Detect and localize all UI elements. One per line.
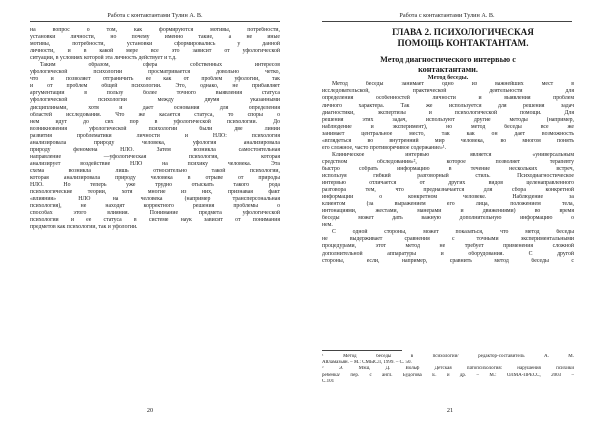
right-paragraphs xyxy=(322,81,574,264)
text-line: установки личности, но почему именно такие, а не иные xyxy=(30,34,280,41)
footnote xyxy=(322,366,574,385)
text-line: природу феномена НЛО. Затем возникла самостоятельная xyxy=(30,146,280,153)
text-line: областей исследования. Что же касается статуса, то споры о xyxy=(30,111,280,118)
text-line: быстро собрать информацию в течение нескольких встреч, xyxy=(322,165,574,172)
text-line: Клиническое интервью является «универсальным xyxy=(332,151,574,158)
text-line: «вглядеться во внутренний мир человека, во многом понять xyxy=(322,137,574,144)
text-line: процедурами, этот метод не требует применения сложной xyxy=(322,243,574,250)
text-line: не выдерживает сравнения с точными экспериментальными xyxy=(322,236,574,243)
running-header: Работа с контактантами Тулин А. В. xyxy=(322,12,572,22)
text-line: решения этих задач, используют другие методы (например, xyxy=(322,116,574,123)
page-number: 21 xyxy=(446,407,454,414)
footnote-line: ² Э. Мэш, Д. Вольф Детская патопсихология: нарушения психики xyxy=(322,366,574,372)
text-line: «влияния» НЛО на человека (например трансперсональная xyxy=(30,196,280,203)
text-line: анализировала природу человека, уфология анализировала xyxy=(30,139,280,146)
text-line: на вопрос о том, как формируются мотивы, потребности, xyxy=(30,27,280,33)
text-line: уфологической психологии между двумя указанными xyxy=(30,97,280,104)
text-line: нем. xyxy=(322,222,333,229)
text-line: интонациями, жестами, манерами и движениями) во время xyxy=(322,208,574,215)
text-line: стороны, если, например, сравнить метод беседы с xyxy=(322,257,574,264)
text-line: С одной стороны, может показаться, что метод беседы xyxy=(332,229,574,236)
right-page xyxy=(300,0,600,424)
text-line: анализирует воздействие НЛО на психику человека. Эта xyxy=(30,160,280,167)
right-body-text xyxy=(322,27,574,265)
chapter-title-line: ГЛАВА 2. ПСИХОЛОГИЧЕСКАЯ xyxy=(392,27,534,37)
text-line: интервью отличается от других видов целенаправленного xyxy=(322,180,574,187)
text-line: занимает центральное место, так как он дает возможность xyxy=(322,130,574,137)
text-line: которая анализировала природу человека в отрыве от природы xyxy=(30,174,280,181)
text-line: что и позволяет отграничить ее как от проблем уфологии, так xyxy=(30,76,280,83)
text-line: уфологической психологии просматривается довольно четко, xyxy=(30,69,280,76)
text-line: психологические теории, хотя многие из них, признавая факт xyxy=(30,189,280,196)
subsection-title: Метод беседы. xyxy=(427,74,469,82)
text-line: возникновения уфологической психологии были две линии xyxy=(30,125,280,132)
text-line: предметов как психологии, так и уфологии. xyxy=(30,224,138,231)
text-line: развития проблематики личности и НЛО: психология xyxy=(30,132,280,139)
text-line: Таким образом, сфера собственных интересов xyxy=(40,62,280,69)
text-line: исследовательской, практической деятельности для xyxy=(322,88,574,95)
footnote-divider xyxy=(322,350,402,351)
footnote-line: ребенка/ пер. с англ. Будогова Е. и др. – М.: ОЛМА-ПРЕСС, 2003 – xyxy=(322,372,574,378)
text-line: мотивы, потребности, установки сформировались у данной xyxy=(30,41,280,48)
text-line: способах этого влияния. Понимание предмета уфологической xyxy=(30,210,280,217)
text-line: беседы может дать важную дополнительную информацию о xyxy=(322,215,574,222)
text-line: нем идут до сих пор в уфологической психологии. До xyxy=(30,118,280,125)
footnote-line: ¹ Метод беседы в психологии/ редактор-составитель А. М. xyxy=(322,354,574,359)
text-line: психология), не находят корректного решения проблемы о xyxy=(30,203,280,210)
text-line: личности, и в какой мере все это зависит от уфологической xyxy=(30,48,280,55)
text-line: средством обследования»², которое позволяет терапевту xyxy=(322,158,574,165)
footnote-line: Айламазьян. – М.: СМЫСЛ, 1999. – С. 50. xyxy=(322,360,412,366)
footnote-line: С.101 xyxy=(322,378,335,384)
text-line: направление —уфологическая психология, которая xyxy=(30,153,280,160)
footnotes xyxy=(322,354,574,385)
text-line: НЛО. Но теперь уже трудно отыскать такого рода xyxy=(30,182,280,189)
text-line: психологии и ее статуса в системе наук зависит от понимания xyxy=(30,217,280,224)
text-line: личного характера. Так же используется для решения задач xyxy=(322,102,574,109)
text-line: и от проблем общей психологии. Это, однако, не прибавляет xyxy=(30,83,280,90)
text-line: дисциплинами, хотя и дает основания для определения xyxy=(30,104,280,111)
section-title-line: контактантами. xyxy=(418,64,478,74)
text-line: клиентом (за выражением его лица, положением тела, xyxy=(322,201,574,208)
left-body-text xyxy=(30,27,280,231)
text-line: используя гибкий разговорный стиль. Психодиагностическое xyxy=(322,173,574,179)
text-line: информации о конкретном человеке. Наблюдение за xyxy=(322,194,574,201)
text-line: наблюдение и эксперимент), но метод беседы все же xyxy=(322,123,574,130)
section-title-line: Метод диагностического интервью с xyxy=(380,55,516,64)
text-line: разговора тем, что предназначается для сбора конкретной xyxy=(322,187,574,194)
running-header: Работа с контактантами Тулин А. В. xyxy=(30,12,280,22)
text-line: его сложное, часто противоречивое содержание»¹. xyxy=(322,144,447,151)
page-number: 20 xyxy=(146,407,154,414)
text-line: определения особенностей личности и выявления проблем xyxy=(322,95,574,102)
chapter-title xyxy=(352,27,574,48)
text-line: схема возникла лишь относительно такой психологии, xyxy=(30,167,280,174)
chapter-title-line: ПОМОЩЬ КОНТАКТАНТАМ. xyxy=(397,37,529,48)
text-line: Метод беседы занимает одно из важнейших мест в xyxy=(332,81,574,88)
text-line: аргументации в пользу более точного выявления статуса xyxy=(30,90,280,97)
text-line: дополнительной аппаратуры и оборудования. С другой xyxy=(322,250,574,257)
text-line: ситуации, в условиях которой эта личность действует и т.д. xyxy=(30,55,177,62)
footnote xyxy=(322,354,574,366)
text-line: диагностики, экспертизы и психологической помощи. Для xyxy=(322,109,574,116)
